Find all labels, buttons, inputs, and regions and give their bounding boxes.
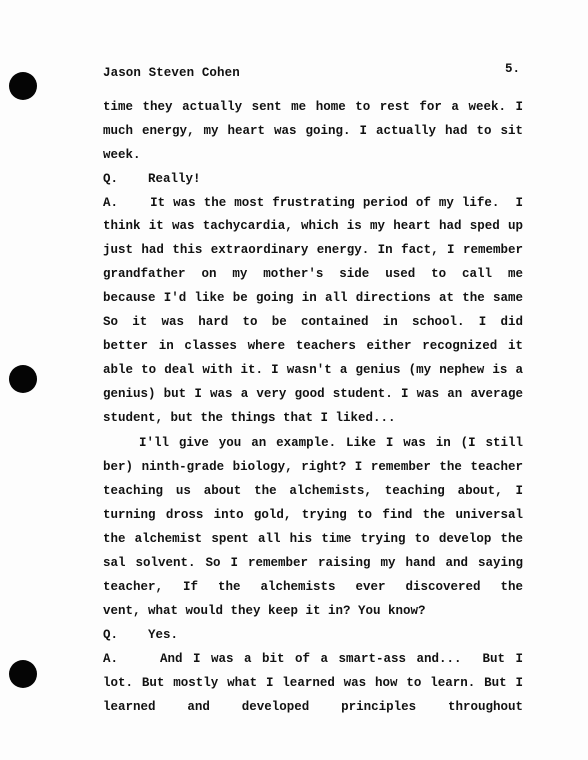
text-line: grandfather on my mother's side used to call me: [103, 267, 523, 281]
question-line: Q. Really!: [103, 172, 201, 186]
page-number: 5.: [505, 62, 521, 76]
text-line: turning dross into gold, trying to find the universal: [103, 508, 523, 522]
text-line: better in classes where teachers either recognized it: [103, 339, 523, 353]
text-line: the alchemist spent all his time trying to develop the: [103, 532, 523, 546]
text-line: think it was tachycardia, which is my heart had sped up: [103, 219, 523, 233]
question-line: Q. Yes.: [103, 628, 179, 642]
text-line: week.: [103, 148, 141, 162]
text-line: vent, what would they keep it in? You know?: [103, 604, 426, 618]
binder-hole-bottom: [9, 660, 37, 688]
text-line: just had this extraordinary energy. In fact, I remember: [103, 243, 523, 257]
text-line: teaching us about the alchemists, teaching about, I: [103, 484, 523, 498]
text-line: lot. But mostly what I learned was how to learn. But I: [103, 676, 523, 690]
binder-hole-top: [9, 72, 37, 100]
text-line: ber) ninth-grade biology, right? I remember the teacher: [103, 460, 523, 474]
text-line: time they actually sent me home to rest for a week. I: [103, 100, 523, 114]
binder-hole-middle: [9, 365, 37, 393]
interviewee-name-header: Jason Steven Cohen: [103, 66, 240, 80]
text-line: able to deal with it. I wasn't a genius (my nephew is a: [103, 363, 523, 377]
paragraph-first-line: I'll give you an example. Like I was in (I still: [139, 436, 523, 450]
answer-line: A. It was the most frustrating period of my life. I: [103, 196, 523, 210]
text-line: learned and developed principles throughout: [103, 700, 523, 714]
answer-line: A. And I was a bit of a smart-ass and... But I: [103, 652, 523, 666]
text-line: teacher, If the alchemists ever discovered the: [103, 580, 523, 594]
text-line: because I'd like be going in all directions at the same: [103, 291, 523, 305]
text-line: student, but the things that I liked...: [103, 411, 396, 425]
text-line: sal solvent. So I remember raising my hand and saying: [103, 556, 523, 570]
text-line: much energy, my heart was going. I actually had to sit: [103, 124, 523, 138]
text-line: So it was hard to be contained in school. I did: [103, 315, 523, 329]
text-line: genius) but I was a very good student. I was an average: [103, 387, 523, 401]
